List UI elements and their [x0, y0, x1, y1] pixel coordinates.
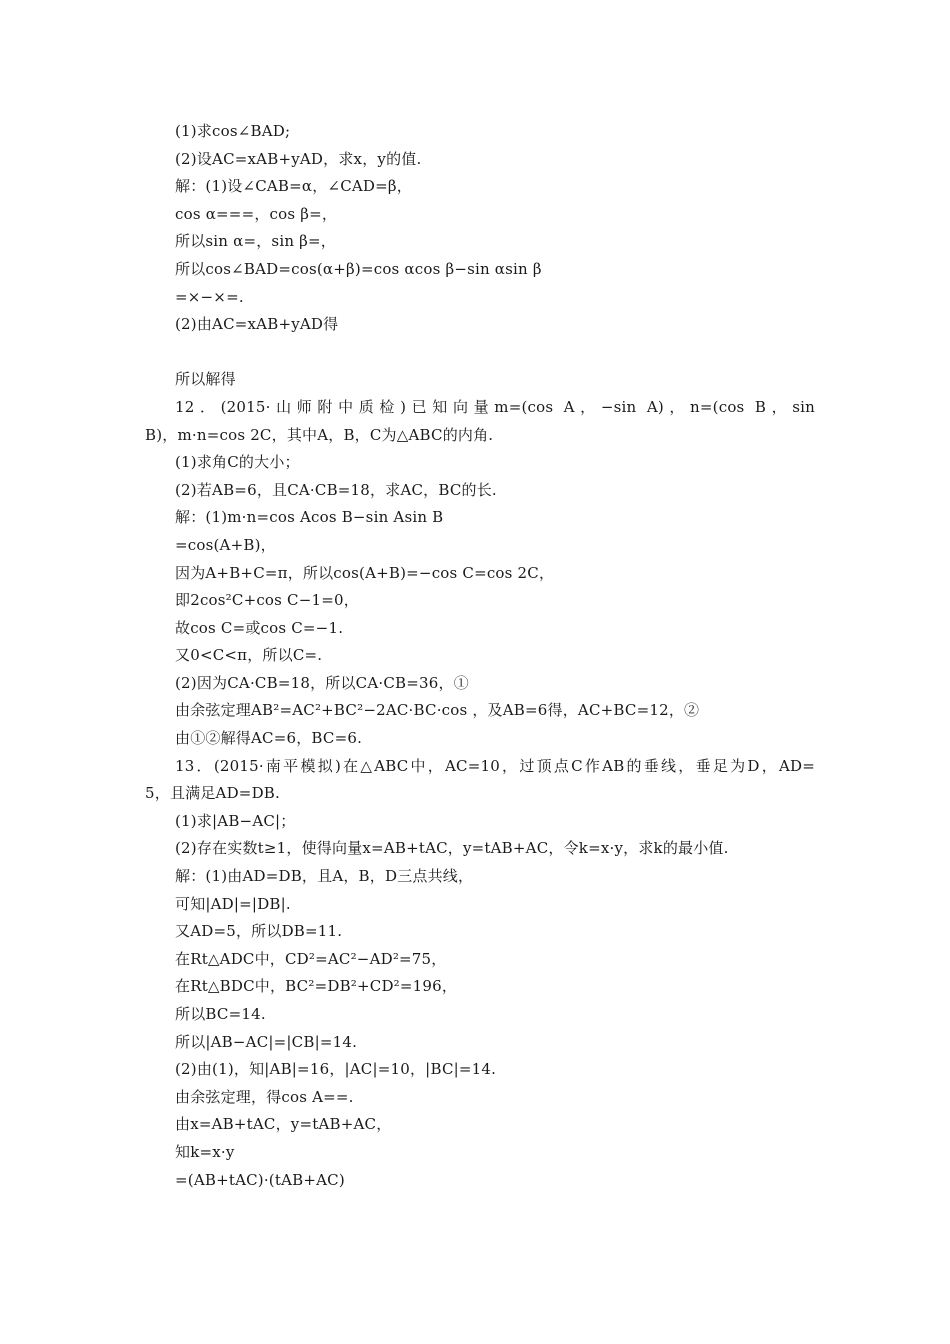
- text-line: (2)由(1)，知|AB|=16，|AC|=10，|BC|=14.: [175, 1060, 497, 1079]
- text-line: (2)存在实数t≥1，使得向量x=AB+tAC，y=tAB+AC，令k=x·y，求k的最小值.: [175, 839, 729, 858]
- text-line: 所以BC=14.: [175, 1005, 266, 1023]
- text-line: 由余弦定理，得cos A==.: [175, 1087, 354, 1106]
- text-line: 解：(1)设∠CAB=α，∠CAD=β，: [175, 177, 412, 196]
- problem-12-statement: 12．(2015·山师附中质检)已知向量m=(cos A，−sin A)，n=(cos B，sin: [175, 397, 815, 416]
- text-line: 所以sin α=，sin β=，: [175, 232, 336, 251]
- text-line: 因为A+B+C=π，所以cos(A+B)=−cos C=cos 2C，: [175, 563, 555, 582]
- text-line: 由①②解得AC=6，BC=6.: [175, 729, 363, 748]
- text-line: (1)求角C的大小；: [175, 453, 300, 472]
- text-line: 解：(1)由AD=DB，且A，B，D三点共线，: [175, 867, 474, 886]
- text-line: 又0<C<π，所以C=.: [175, 646, 323, 665]
- text-line: 在Rt△BDC中，BC²=DB²+CD²=196，: [175, 977, 458, 996]
- blank-line: [145, 339, 815, 367]
- problem-13-statement-cont: 5，且满足AD=DB.: [145, 784, 280, 803]
- text-line: =×−×=.: [175, 287, 244, 306]
- problem-12-statement-cont: B)，m·n=cos 2C，其中A，B，C为△ABC的内角.: [145, 425, 494, 444]
- text-line: (2)因为CA·CB=18，所以CA·CB=36，①: [175, 673, 469, 692]
- text-line: (1)求|AB−AC|；: [175, 811, 296, 830]
- text-line: 所以|AB−AC|=|CB|=14.: [175, 1032, 358, 1051]
- problem-13-statement: 13．(2015·南平模拟)在△ABC中，AC=10，过顶点C作AB的垂线，垂足为D，AD=: [175, 756, 815, 775]
- text-line: 又AD=5，所以DB=11.: [175, 922, 343, 941]
- document-body: [145, 118, 815, 1194]
- text-line: 知k=x·y: [175, 1142, 235, 1161]
- text-line: cos α===，cos β=，: [175, 204, 338, 223]
- text-line: =(AB+tAC)·(tAB+AC): [175, 1170, 345, 1189]
- text-line: (2)设AC=xAB+yAD，求x，y的值.: [175, 149, 422, 168]
- text-line: 所以cos∠BAD=cos(α+β)=cos αcos β−sin αsin β: [175, 259, 542, 278]
- text-line: 即2cos²C+cos C−1=0，: [175, 591, 359, 610]
- text-line: 可知|AD|=|DB|.: [175, 894, 291, 913]
- text-line: 故cos C=或cos C=−1.: [175, 618, 344, 637]
- text-line: 在Rt△ADC中，CD²=AC²−AD²=75，: [175, 949, 447, 968]
- text-line: 由x=AB+tAC，y=tAB+AC，: [175, 1115, 392, 1134]
- text-line: =cos(A+B)，: [175, 535, 276, 554]
- text-line: (1)求cos∠BAD;: [175, 122, 291, 140]
- text-line: 解：(1)m·n=cos Acos B−sin Asin B: [175, 508, 444, 527]
- text-line: (2)由AC=xAB+yAD得: [175, 315, 339, 334]
- text-line: 由余弦定理AB²=AC²+BC²−2AC·BC·cos ，及AB=6得，AC+BC=12，②: [175, 701, 700, 720]
- text-line: 所以解得: [175, 370, 236, 389]
- text-line: (2)若AB=6，且CA·CB=18，求AC，BC的长.: [175, 480, 497, 499]
